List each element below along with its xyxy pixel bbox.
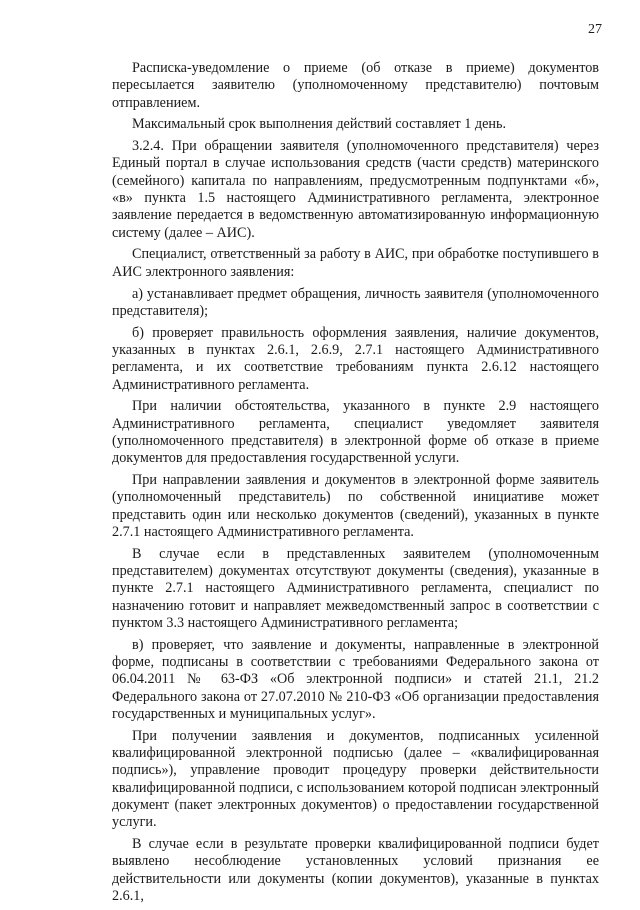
paragraph: В случае если в представленных заявителем (уполномоченным представителем) документах отсутствуют документы (сведения), указанные в пункте 2.7.1 настоящего Административного регламента, специалист по назначению готовит и направляет межведомственный запрос в соответствии с пунктом 3.3 настоящего Административного регламента; (112, 545, 599, 631)
paragraph: При наличии обстоятельства, указанного в пункте 2.9 настоящего Административного регламента, специалист уведомляет заявителя (уполномоченного представителя) в электронной форме об отказе в приеме документов для предоставления государственной услуги. (112, 398, 599, 467)
paragraph: а) устанавливает предмет обращения, личность заявителя (уполномоченного представителя); (112, 285, 599, 319)
paragraph: б) проверяет правильность оформления заявления, наличие документов, указанных в пунктах 2.6.1, 2.6.9, 2.7.1 настоящего Административного регламента, и их соответствие требованиям пункта 2.6.12 настоящего Административного регламента. (112, 324, 599, 393)
paragraph: 3.2.4. При обращении заявителя (уполномоченного представителя) через Единый портал в случае использования средств (части средств) материнского (семейного) капитала по направлениям, предусмотренным подпунктами «б», «в» пункта 1.5 настоящего Административного регламента, электронное заявление передается в ведомственную автоматизированную информационную систему (далее – АИС). (112, 138, 599, 241)
page-number: 27 (588, 22, 602, 37)
paragraph: В случае если в результате проверки квалифицированной подписи будет выявлено несоблюдение установленных условий признания ее действительности или документы (копии документов), указанные в пунктах 2.6.1, (112, 835, 599, 904)
paragraph: При получении заявления и документов, подписанных усиленной квалифицированной электронной подписью (далее – «квалифицированная подпись»), управление проводит процедуру проверки действительности квалифицированной подписи, с использованием которой подписан электронный документ (пакет электронных документов) о предоставлении государственной услуги. (112, 727, 599, 831)
paragraph: Специалист, ответственный за работу в АИС, при обработке поступившего в АИС электронного заявления: (112, 246, 599, 280)
document-body (112, 60, 599, 910)
paragraph: Расписка-уведомление о приеме (об отказе в приеме) документов пересылается заявителю (уполномоченному представителю) почтовым отправлением. (112, 60, 599, 111)
paragraph: При направлении заявления и документов в электронной форме заявитель (уполномоченный представитель) по собственной инициативе может представить один или несколько документов (сведений), указанных в пункте 2.7.1 настоящего Административного регламента. (112, 472, 599, 540)
paragraph: Максимальный срок выполнения действий составляет 1 день. (132, 116, 507, 133)
paragraph: в) проверяет, что заявление и документы, направленные в электронной форме, подписаны в соответствии с требованиями Федерального закона от 06.04.2011 № 63-ФЗ «Об электронной подписи» и статей 21.1, 21.2 Федерального закона от 27.07.2010 № 210-ФЗ «Об организации предоставления государственных и муниципальных услуг». (112, 636, 599, 722)
